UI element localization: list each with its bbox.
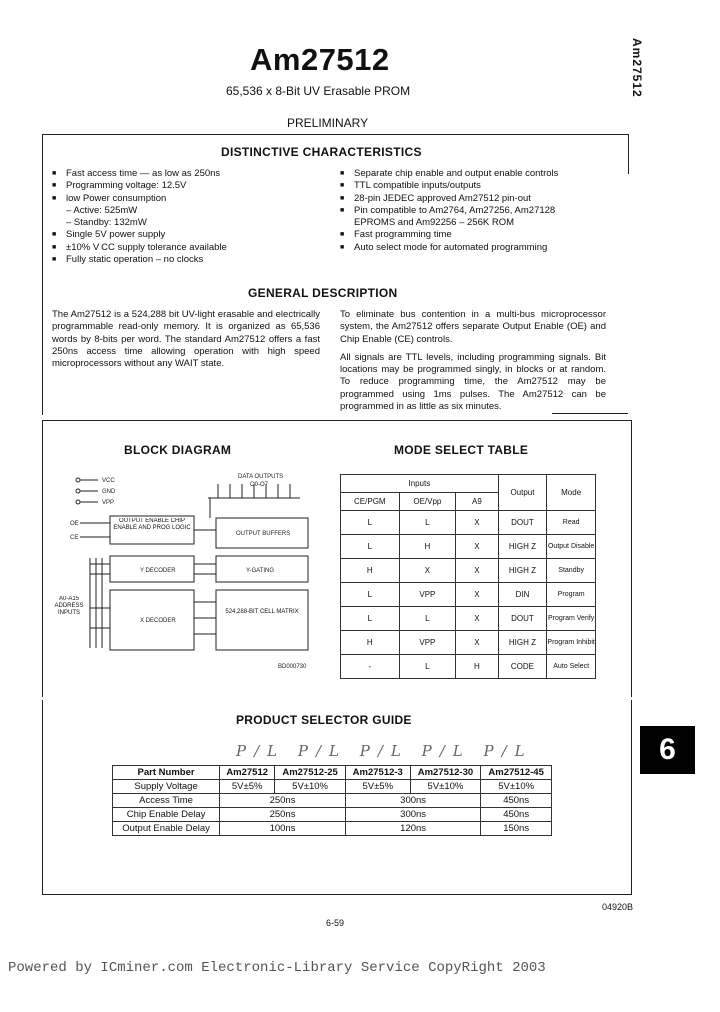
psg-cell: 5V±10%	[481, 780, 552, 794]
ce-pgm-header: CE/PGM	[341, 493, 400, 511]
block-diagram	[50, 468, 340, 678]
psg-cell: 120ns	[345, 822, 480, 836]
characteristic-item: – Standby: 132mW	[66, 217, 147, 229]
psg-cell: Access Time	[113, 794, 220, 808]
psg-cell: 450ns	[481, 794, 552, 808]
mode-cell: VPP	[399, 583, 456, 607]
product-selector-table	[112, 765, 552, 836]
characteristic-item: ■ ±10% V CC supply tolerance available	[52, 242, 227, 254]
mode-cell: Auto Select	[547, 655, 596, 679]
table-row	[341, 655, 596, 679]
mode-cell: Program	[547, 583, 596, 607]
psg-header: Am27512-3	[345, 766, 410, 780]
output-header: Output	[498, 475, 547, 511]
characteristic-item: ■ 28-pin JEDEC approved Am27512 pin-out	[340, 193, 558, 205]
general-paragraph: To eliminate bus contention in a multi-bus microprocessor system, the Am27512 offers separate Output Enable (OE) and Chip Enable (CE) controls.	[340, 309, 606, 345]
psg-cell: 250ns	[220, 808, 346, 822]
pin-circle	[76, 489, 80, 493]
mode-cell: L	[341, 583, 400, 607]
psg-cell: 150ns	[481, 822, 552, 836]
pin-label: VPP	[102, 500, 115, 506]
psg-cell: 5V±10%	[275, 780, 346, 794]
psg-cell: 300ns	[345, 808, 480, 822]
output-buffers-label: OUTPUT BUFFERS	[236, 531, 291, 537]
table-row	[341, 535, 596, 559]
mode-cell: Program Inhibit	[547, 631, 596, 655]
data-outputs-label: DATA OUTPUTS	[238, 474, 284, 480]
mode-cell: L	[341, 607, 400, 631]
page-title: Am27512	[250, 42, 390, 77]
doc-number: 04920B	[602, 902, 634, 912]
a9-header: A9	[456, 493, 499, 511]
general-heading: GENERAL DESCRIPTION	[248, 286, 398, 300]
mode-cell: L	[341, 511, 400, 535]
inputs-header: Inputs	[341, 475, 499, 493]
mode-cell: L	[341, 535, 400, 559]
general-paragraph: The Am27512 is a 524,288 bit UV-light erasable and electrically programmable read-only memory. It is organized as 65,536 words by 8-bits per word. The standard Am27512 offers a fast 250ns access time allowing operation with high speed microprocessors without any WAIT state.	[52, 309, 320, 370]
characteristic-item: ■ Auto select mode for automated programming	[340, 242, 558, 254]
mode-cell: DIN	[498, 583, 547, 607]
psg-cell: Supply Voltage	[113, 780, 220, 794]
data-outputs-sub: O0-O7	[250, 482, 269, 488]
mode-cell: X	[456, 559, 499, 583]
psg-header: Part Number	[113, 766, 220, 780]
psg-cell: Chip Enable Delay	[113, 808, 220, 822]
pin-label: VCC	[102, 478, 115, 484]
pin-circle	[76, 500, 80, 504]
mode-cell: L	[399, 655, 456, 679]
psg-header: Am27512-45	[481, 766, 552, 780]
psg-header: Am27512	[220, 766, 275, 780]
mode-select-table	[340, 474, 596, 679]
table-row	[341, 511, 596, 535]
characteristic-item: ■ Fast programming time	[340, 229, 558, 241]
mode-cell: X	[456, 535, 499, 559]
psg-header: Am27512-30	[410, 766, 481, 780]
psg-cell: 450ns	[481, 808, 552, 822]
cell-matrix-label: 524,288-BIT CELL MATRIX	[225, 609, 299, 615]
mode-cell: X	[456, 631, 499, 655]
page-number: 6-59	[326, 918, 345, 928]
mode-cell: HIGH Z	[498, 631, 547, 655]
pin-label: CE	[70, 535, 79, 541]
mode-cell: H	[341, 559, 400, 583]
handwritten-notes: P/L P/L P/L P/L P/L	[236, 742, 533, 760]
mode-cell: Read	[547, 511, 596, 535]
frame-edge	[628, 134, 629, 174]
mode-cell: X	[399, 559, 456, 583]
general-right-text	[340, 309, 606, 419]
mode-cell: HIGH Z	[498, 535, 547, 559]
characteristic-item: ■ TTL compatible inputs/outputs	[340, 180, 558, 192]
characteristic-item: ■ Pin compatible to Am2764, Am27256, Am27128	[340, 205, 558, 217]
general-paragraph: All signals are TTL levels, including programming signals. Bit locations may be programmed singly, in blocks or at random. To reduce programming time, the Am27512 may be programmed using 1ms pulses. The Am27512 can be programmed in as little as six minutes.	[340, 351, 606, 413]
mode-table-heading: MODE SELECT TABLE	[394, 443, 529, 457]
psg-header: Am27512-25	[275, 766, 346, 780]
table-row	[341, 559, 596, 583]
mode-cell: Standby	[547, 559, 596, 583]
mode-cell: H	[399, 535, 456, 559]
mode-cell: X	[456, 607, 499, 631]
characteristic-item: ■ low Power consumption	[52, 193, 227, 205]
mode-cell: L	[399, 607, 456, 631]
psg-cell: 5V±5%	[345, 780, 410, 794]
mode-cell: Program Verify	[547, 607, 596, 631]
characteristic-item: ■ Programming voltage: 12.5V	[52, 180, 227, 192]
oe-block-label: OUTPUT ENABLE CHIP ENABLE AND PROG LOGIC	[113, 518, 191, 531]
characteristic-item: ■ Separate chip enable and output enable controls	[340, 168, 558, 180]
psg-cell: 100ns	[220, 822, 346, 836]
psg-cell: 5V±10%	[410, 780, 481, 794]
mode-cell: X	[456, 583, 499, 607]
mode-cell: X	[456, 511, 499, 535]
page-subtitle: 65,536 x 8-Bit UV Erasable PROM	[226, 84, 411, 98]
diagram-code: BD000730	[278, 664, 307, 670]
psg-cell: 5V±5%	[220, 780, 275, 794]
characteristic-item: ■ Fully static operation – no clocks	[52, 254, 227, 266]
psg-cell: 300ns	[345, 794, 480, 808]
mode-cell: Output Disable	[547, 535, 596, 559]
mode-cell: VPP	[399, 631, 456, 655]
oe-vpp-header: OE/Vpp	[399, 493, 456, 511]
y-gating-label: Y-GATING	[246, 568, 275, 574]
table-row	[341, 607, 596, 631]
general-left-text	[52, 309, 320, 376]
mode-cell: CODE	[498, 655, 547, 679]
characteristic-item: EPROMS and Am92256 – 256K ROM	[354, 217, 514, 229]
characteristic-item: ■ Single 5V power supply	[52, 229, 227, 241]
mode-cell: H	[341, 631, 400, 655]
table-row	[341, 583, 596, 607]
distinctive-right-list	[340, 168, 558, 254]
side-part-label: Am27512	[630, 38, 644, 98]
block-diagram-heading: BLOCK DIAGRAM	[124, 443, 232, 457]
y-decoder-label: Y DECODER	[140, 568, 176, 574]
product-guide-heading: PRODUCT SELECTOR GUIDE	[236, 713, 412, 727]
mode-cell: DOUT	[498, 511, 547, 535]
pin-label: OE	[70, 521, 79, 527]
psg-cell: 250ns	[220, 794, 346, 808]
address-label: A0-A15 ADDRESS INPUTS	[54, 596, 84, 616]
section-tab: 6	[640, 726, 695, 774]
psg-cell: Output Enable Delay	[113, 822, 220, 836]
mode-cell: DOUT	[498, 607, 547, 631]
distinctive-heading: DISTINCTIVE CHARACTERISTICS	[221, 145, 422, 159]
mode-cell: L	[399, 511, 456, 535]
footer-copyright: Powered by ICminer.com Electronic-Library Service CopyRight 2003	[8, 960, 546, 976]
distinctive-left-list	[52, 168, 227, 266]
table-row	[341, 631, 596, 655]
mode-cell: HIGH Z	[498, 559, 547, 583]
mode-cell: H	[456, 655, 499, 679]
pin-circle	[76, 478, 80, 482]
x-decoder-label: X DECODER	[140, 618, 176, 624]
mode-cell: -	[341, 655, 400, 679]
characteristic-item: – Active: 525mW	[66, 204, 138, 216]
mode-header: Mode	[547, 475, 596, 511]
preliminary-label: PRELIMINARY	[287, 116, 369, 130]
pin-label: GND	[102, 489, 116, 495]
characteristic-item: ■ Fast access time — as low as 250ns	[52, 168, 227, 180]
